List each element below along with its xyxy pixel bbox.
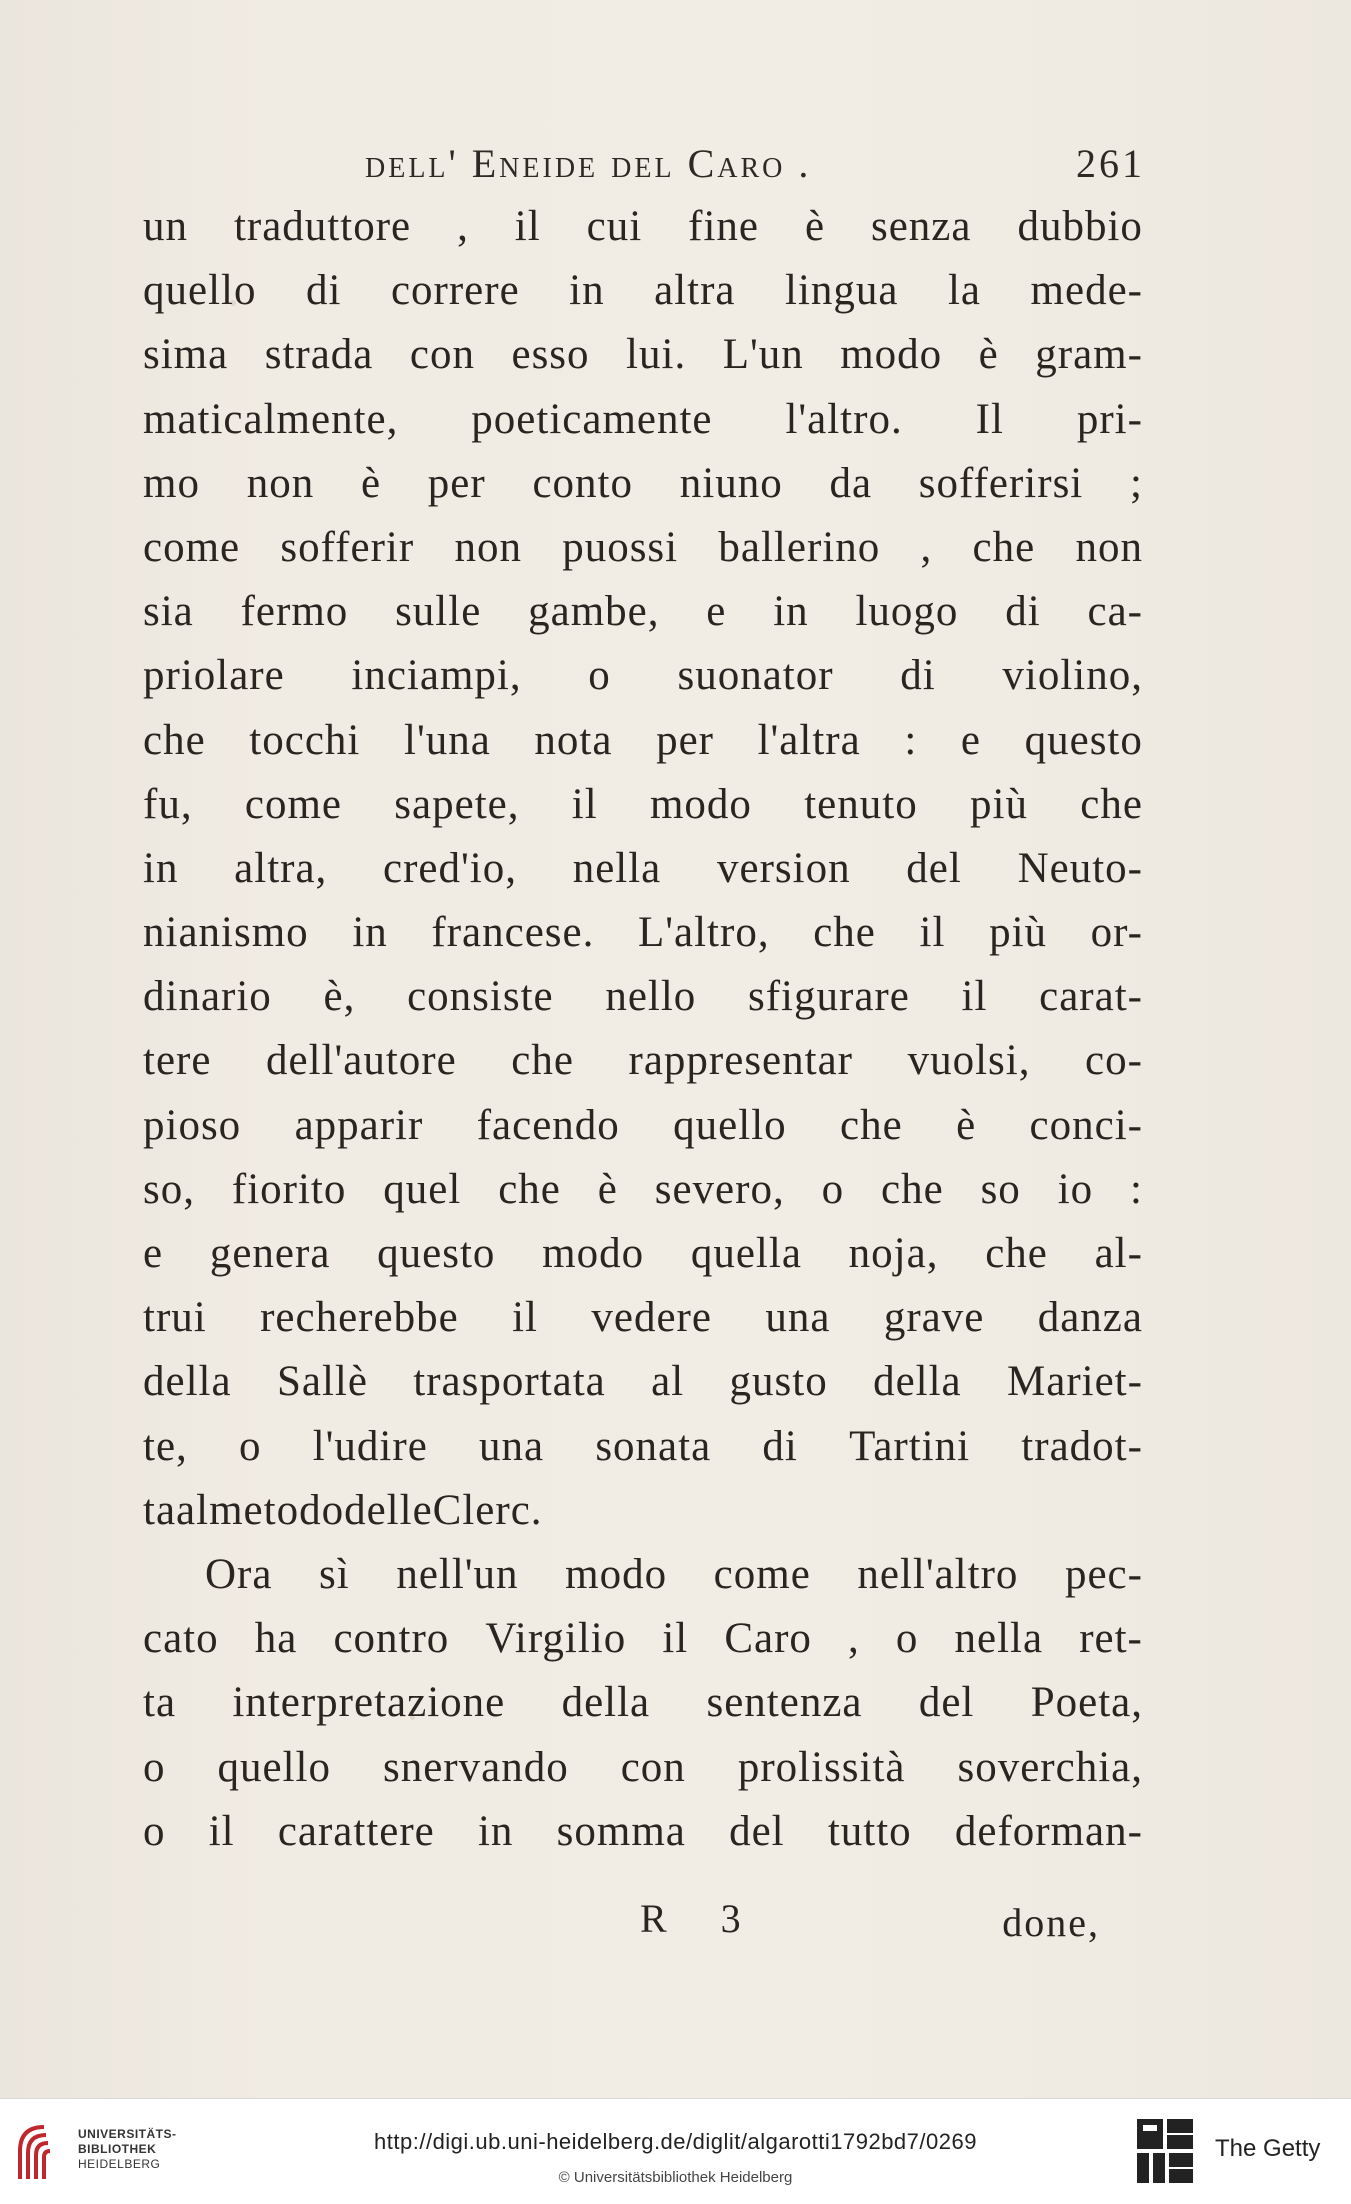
word: di: [1005, 588, 1041, 636]
word: prolissità: [737, 1743, 906, 1791]
word: è: [360, 459, 382, 507]
word: violino,: [1002, 652, 1143, 700]
word: genera: [209, 1230, 331, 1277]
word: senza: [870, 203, 972, 250]
word: nell'altro: [857, 1550, 1019, 1598]
word: che: [813, 909, 876, 957]
word: come: [244, 780, 342, 828]
word: della: [873, 1358, 962, 1406]
word: dubbio: [1017, 203, 1143, 250]
word: nianismo: [143, 909, 309, 957]
word: sofferir: [280, 523, 415, 571]
word: nell'un: [396, 1550, 519, 1598]
word: :: [1130, 1165, 1143, 1213]
attribution-bar: [0, 2098, 1351, 2204]
word: grave: [883, 1294, 985, 1342]
word: o: [143, 1807, 166, 1855]
word: in: [477, 1807, 514, 1855]
source-url[interactable]: http://digi.ub.uni-heidelberg.de/diglit/algarotti1792bd7/0269: [374, 2129, 977, 2154]
word: della: [561, 1679, 651, 1727]
word: quel: [383, 1165, 462, 1213]
word: tere: [143, 1037, 212, 1085]
word: fu,: [143, 780, 193, 828]
text-line: [143, 837, 1143, 901]
word: niuno: [679, 459, 783, 507]
word: più: [989, 909, 1048, 957]
word: non: [246, 459, 315, 507]
word: modo: [565, 1550, 668, 1598]
word: come: [143, 523, 241, 571]
word: nella: [954, 1615, 1044, 1663]
word: sfigurare: [748, 973, 910, 1021]
word: mo: [143, 459, 200, 507]
word: tocchi: [249, 716, 361, 764]
word: e: [960, 716, 981, 764]
word: io: [1057, 1165, 1094, 1213]
word: ret-: [1079, 1615, 1143, 1663]
word: conci-: [1029, 1101, 1143, 1149]
paragraph-end-line: [143, 1479, 1143, 1543]
word: o: [895, 1615, 919, 1663]
word: pioso: [143, 1101, 242, 1149]
word: Clerc.: [432, 1486, 543, 1534]
word: per: [656, 716, 714, 764]
word: del: [729, 1807, 785, 1855]
word: dell'autore: [266, 1037, 457, 1085]
word: nota: [534, 716, 613, 764]
page-number: 261: [1076, 141, 1145, 186]
word: e: [706, 588, 727, 636]
word: :: [904, 716, 918, 764]
text-line: [143, 580, 1143, 644]
word: Poeta,: [1030, 1679, 1143, 1727]
word: Neuto-: [1017, 844, 1143, 892]
word: ,: [920, 523, 933, 571]
word: Mariet-: [1007, 1358, 1143, 1406]
word: ta: [143, 1486, 177, 1534]
word: interpretazione: [232, 1679, 506, 1727]
word: L'un: [722, 331, 804, 379]
word: carattere: [277, 1807, 435, 1855]
running-header: [365, 140, 1145, 190]
word: altra,: [234, 844, 328, 892]
getty-grid-logo-icon: [1133, 2115, 1197, 2187]
word: questo: [377, 1230, 496, 1277]
word: o: [588, 652, 611, 700]
word: modo: [649, 780, 752, 828]
word: l'altro.: [785, 395, 903, 443]
text-line: [143, 1029, 1143, 1093]
word: so,: [143, 1165, 195, 1213]
text-line: [143, 644, 1143, 708]
word: pri-: [1076, 395, 1143, 443]
page-footer: [640, 1895, 1140, 1955]
word: nello: [605, 973, 697, 1021]
word: è: [804, 203, 826, 250]
word: o: [239, 1422, 262, 1470]
word: sì: [319, 1550, 350, 1598]
word: version: [716, 844, 851, 892]
text-line: [143, 516, 1143, 580]
word: esso: [511, 331, 590, 379]
word: vuolsi,: [907, 1037, 1031, 1085]
word: strada: [264, 331, 374, 379]
word: ,: [457, 203, 469, 250]
word: cred'io,: [383, 844, 517, 892]
word: ca-: [1087, 588, 1143, 636]
catchword: done,: [1002, 1900, 1100, 1945]
word: da: [829, 459, 873, 507]
word: con: [409, 331, 475, 379]
word: poeticamente: [471, 395, 713, 443]
word: Sallè: [276, 1358, 368, 1406]
word: or-: [1090, 909, 1143, 957]
word: del: [906, 844, 962, 892]
word: il: [571, 780, 598, 828]
word: ta: [143, 1679, 177, 1727]
word: come: [713, 1550, 811, 1598]
word: facendo: [476, 1101, 620, 1149]
word: che: [985, 1230, 1048, 1277]
word: ,: [848, 1615, 860, 1663]
word: le: [399, 1486, 433, 1534]
word: sonata: [595, 1422, 712, 1470]
library-name: UNIVERSITÄTS- BIBLIOTHEK HEIDELBERG: [78, 2127, 177, 2171]
word: è: [978, 331, 999, 379]
text-line: [143, 965, 1143, 1029]
word: del: [918, 1679, 975, 1727]
word: lingua: [785, 267, 899, 315]
word: al-: [1094, 1230, 1143, 1277]
word: gambe,: [528, 588, 660, 636]
word: Tartini: [849, 1422, 971, 1470]
word: sia: [143, 588, 194, 636]
text-line: [143, 901, 1143, 965]
text-line: [143, 709, 1143, 773]
word: contro: [333, 1615, 450, 1663]
word: snervando: [382, 1743, 569, 1791]
word: più: [970, 780, 1028, 828]
word: tradot-: [1021, 1422, 1143, 1470]
word: quello: [673, 1101, 787, 1149]
word: in: [143, 844, 179, 892]
word: priolare: [143, 652, 285, 700]
word: carat-: [1039, 973, 1143, 1021]
word: luogo: [855, 588, 959, 636]
word: sima: [143, 331, 229, 379]
text-line: [143, 1094, 1143, 1158]
word: ballerino: [718, 523, 881, 571]
word: consiste: [407, 973, 554, 1021]
text-line: [143, 1222, 1143, 1286]
word: vedere: [591, 1294, 712, 1342]
word: trasportata: [413, 1358, 606, 1406]
text-line: [143, 1607, 1143, 1671]
word: suonator: [677, 652, 834, 700]
word: nella: [572, 844, 662, 892]
word: tenuto: [804, 780, 918, 828]
word: Ora: [205, 1550, 273, 1598]
word: il: [919, 909, 946, 957]
word: recherebbe: [260, 1294, 459, 1342]
copyright-notice: © Universitätsbibliothek Heidelberg: [558, 2169, 793, 2186]
text-line: [143, 323, 1143, 387]
word: è: [597, 1165, 618, 1213]
word: sapete,: [394, 780, 520, 828]
word: che: [511, 1037, 574, 1085]
word: te,: [143, 1422, 188, 1470]
word: è: [956, 1101, 977, 1149]
word: conto: [532, 459, 633, 507]
text-line: [143, 195, 1143, 259]
word: in: [773, 588, 809, 636]
word: so: [980, 1165, 1021, 1213]
word: il: [514, 203, 541, 250]
word: francese.: [431, 909, 595, 957]
word: lui.: [626, 331, 687, 379]
word: maticalmente,: [143, 395, 399, 443]
word: che: [972, 523, 1036, 571]
text-line: [143, 1350, 1143, 1414]
text-line: [143, 388, 1143, 452]
word: quello: [217, 1743, 331, 1791]
word: di: [305, 267, 342, 315]
text-line: [143, 1286, 1143, 1350]
word: metodo: [209, 1486, 345, 1534]
word: per: [427, 459, 486, 507]
word: in: [352, 909, 388, 957]
text-line: [143, 1800, 1143, 1864]
text-line: [143, 1671, 1143, 1735]
word: pec-: [1064, 1550, 1143, 1598]
word: un: [143, 203, 188, 250]
word: Il: [975, 395, 1004, 443]
word: o: [821, 1165, 845, 1213]
word: il: [662, 1615, 689, 1663]
signature-mark: R 3: [640, 1896, 763, 1941]
word: è,: [323, 973, 356, 1021]
word: al: [176, 1486, 210, 1534]
text-line: [143, 1736, 1143, 1800]
word: Virgilio: [485, 1615, 627, 1663]
word: modo: [542, 1230, 645, 1277]
getty-name: The Getty: [1215, 2135, 1321, 2162]
word: sentenza: [706, 1679, 863, 1727]
word: che: [840, 1101, 903, 1149]
word: trui: [143, 1294, 207, 1342]
word: ha: [254, 1615, 298, 1663]
word: l'una: [404, 716, 491, 764]
word: quello: [143, 267, 257, 315]
word: il: [208, 1807, 235, 1855]
word: che: [498, 1165, 561, 1213]
word: traduttore: [233, 203, 412, 250]
word: sulle: [395, 588, 482, 636]
word: l'altra: [757, 716, 861, 764]
paragraph-start-line: [143, 1543, 1143, 1607]
word: sofferirsi: [918, 459, 1084, 507]
word: rappresentar: [628, 1037, 853, 1085]
word: dinario: [143, 973, 272, 1021]
word: non: [1075, 523, 1143, 571]
word: cui: [586, 203, 643, 250]
word: danza: [1037, 1294, 1143, 1342]
word: ;: [1130, 459, 1143, 507]
word: fiorito: [231, 1165, 347, 1213]
text-line: [143, 773, 1143, 837]
word: in: [569, 267, 605, 315]
text-line: [143, 1415, 1143, 1479]
word: co-: [1085, 1037, 1143, 1085]
word: che: [1080, 780, 1143, 828]
word: puossi: [562, 523, 679, 571]
word: non: [454, 523, 522, 571]
word: altra: [654, 267, 736, 315]
word: noja,: [848, 1230, 939, 1277]
word: somma: [556, 1807, 686, 1855]
text-line: [143, 1158, 1143, 1222]
word: correre: [390, 267, 520, 315]
word: questo: [1024, 716, 1143, 764]
word: il: [961, 973, 988, 1021]
word: di: [762, 1422, 798, 1470]
word: fermo: [240, 588, 349, 636]
word: della: [143, 1358, 232, 1406]
running-title: dell' Eneide del Caro .: [365, 141, 812, 186]
text-line: [143, 259, 1143, 323]
word: gram-: [1035, 331, 1143, 379]
word: deforman-: [954, 1807, 1143, 1855]
word: modo: [840, 331, 943, 379]
word: che: [143, 716, 206, 764]
text-line: [143, 452, 1143, 516]
word: una: [479, 1422, 545, 1470]
body-text: [143, 195, 1143, 1864]
word: che: [881, 1165, 944, 1213]
word: fine: [688, 203, 759, 250]
word: e: [143, 1230, 164, 1277]
word: severo,: [654, 1165, 785, 1213]
word: di: [900, 652, 936, 700]
word: quella: [690, 1230, 802, 1277]
word: l'udire: [312, 1422, 428, 1470]
word: soverchia,: [957, 1743, 1143, 1791]
word: L'altro,: [638, 909, 770, 957]
word: gusto: [729, 1358, 828, 1406]
word: mede-: [1030, 267, 1143, 315]
word: o: [143, 1743, 166, 1791]
word: inciampi,: [351, 652, 522, 700]
word: il: [512, 1294, 538, 1342]
word: con: [620, 1743, 686, 1791]
word: cato: [143, 1615, 219, 1663]
word: apparir: [294, 1101, 424, 1149]
word: la: [947, 267, 982, 315]
word: del: [344, 1486, 400, 1534]
word: al: [651, 1358, 685, 1406]
word: una: [765, 1294, 831, 1342]
word: Caro: [724, 1615, 812, 1663]
word: tutto: [827, 1807, 912, 1855]
